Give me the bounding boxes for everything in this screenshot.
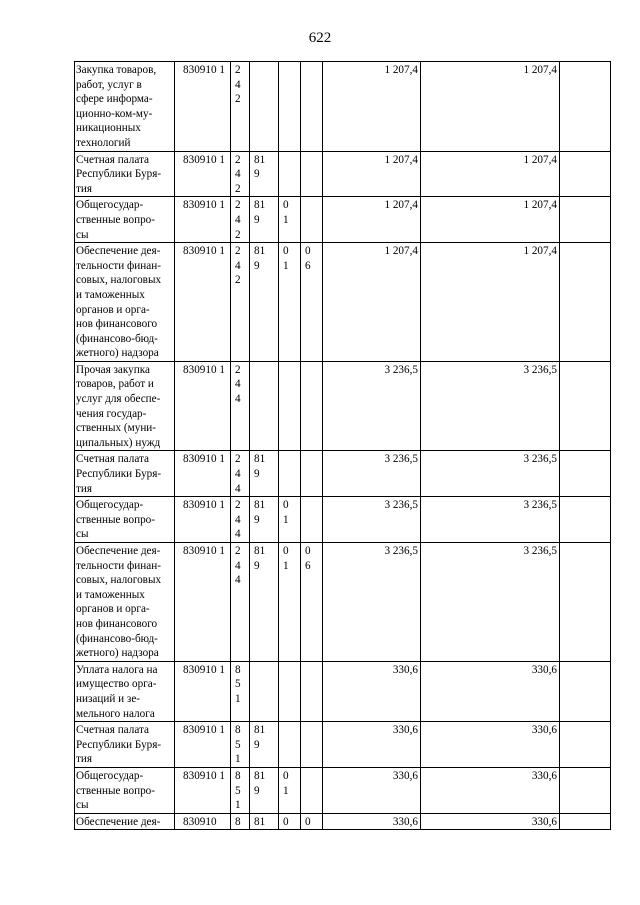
target-code-cell: 830910 1 [175, 722, 231, 768]
amount-cell: 1 207,4 [323, 62, 421, 152]
section-cell-digit [283, 63, 298, 78]
budget-table [74, 61, 611, 830]
section-cell [279, 361, 301, 451]
expense-type-cell-digit: 2 [235, 228, 241, 241]
item-name-cell: Общегосудар- ственные вопро- сы [75, 497, 175, 543]
ministry-cell [250, 197, 279, 243]
ministry-cell [250, 451, 279, 497]
subsection-cell-digit: 6 [305, 559, 311, 572]
ministry-cell-digit: 9 [254, 738, 260, 751]
target-code-cell: 830910 1 [175, 243, 231, 362]
amount-total-cell: 1 207,4 [421, 62, 560, 152]
table-row [75, 722, 611, 768]
table-row [75, 661, 611, 721]
ministry-cell [250, 767, 279, 813]
item-name-cell: Счетная палата Республики Буря- тия [75, 451, 175, 497]
expense-type-cell-digit: 1 [235, 799, 241, 812]
amount-cell: 330,6 [323, 661, 421, 721]
target-code-cell: 830910 1 [175, 661, 231, 721]
expense-type-cell [231, 361, 250, 451]
table-row [75, 361, 611, 451]
table-row [75, 767, 611, 813]
table-row [75, 451, 611, 497]
section-cell [279, 151, 301, 197]
expense-type-cell-digit: 2 [235, 545, 241, 557]
subsection-cell [301, 243, 323, 362]
expense-type-cell-digit: 2 [235, 182, 241, 195]
ministry-cell-digit: 81 [254, 453, 266, 466]
target-code-cell: 830910 1 [175, 197, 231, 243]
expense-type-cell [231, 151, 250, 197]
target-code-cell: 830910 [175, 813, 231, 830]
subsection-cell-digit: 0 [305, 815, 311, 828]
subsection-cell [301, 197, 323, 243]
ministry-cell-digit: 81 [254, 769, 266, 782]
section-cell [279, 722, 301, 768]
item-name-cell: Общегосудар- ственные вопро- сы [75, 767, 175, 813]
subsection-cell-digit [305, 738, 320, 753]
target-code-cell: 830910 1 [175, 543, 231, 662]
extra-cell [560, 451, 611, 497]
ministry-cell-digit: 9 [254, 213, 260, 226]
ministry-cell-digit [254, 677, 276, 692]
subsection-cell [301, 497, 323, 543]
section-cell-digit [283, 677, 298, 692]
subsection-cell-digit [305, 769, 320, 784]
section-cell-digit [283, 167, 298, 182]
subsection-cell [301, 151, 323, 197]
expense-type-cell-digit: 2 [235, 499, 241, 512]
expense-type-cell-digit: 2 [235, 93, 241, 106]
expense-type-cell-digit: 4 [235, 78, 241, 91]
page-number: 622 [308, 30, 332, 46]
ministry-cell-digit: 9 [254, 784, 260, 797]
section-cell-digit: 0 [283, 815, 289, 828]
expense-type-cell-digit: 4 [235, 468, 241, 481]
ministry-cell [250, 151, 279, 197]
extra-cell [560, 497, 611, 543]
subsection-cell-digit [305, 467, 320, 482]
expense-type-cell-digit: 1 [235, 692, 241, 705]
amount-cell: 330,6 [323, 813, 421, 830]
expense-type-cell-digit: 2 [235, 274, 241, 287]
ministry-cell [250, 62, 279, 152]
ministry-cell-digit: 9 [254, 468, 260, 481]
ministry-cell-digit: 81 [254, 815, 266, 828]
amount-cell: 1 207,4 [323, 243, 421, 362]
ministry-cell-digit [254, 663, 276, 678]
amount-cell: 1 207,4 [323, 151, 421, 197]
expense-type-cell-digit: 4 [235, 513, 241, 526]
subsection-cell [301, 543, 323, 662]
section-cell [279, 243, 301, 362]
expense-type-cell-digit: 4 [235, 528, 241, 541]
section-cell [279, 661, 301, 721]
section-cell [279, 197, 301, 243]
subsection-cell-digit [305, 198, 320, 213]
subsection-cell [301, 767, 323, 813]
section-cell-digit [283, 738, 298, 753]
amount-cell: 330,6 [323, 767, 421, 813]
expense-type-cell [231, 722, 250, 768]
expense-type-cell [231, 767, 250, 813]
expense-type-cell-digit: 5 [235, 738, 241, 751]
ministry-cell-digit [254, 63, 276, 78]
subsection-cell-digit: 6 [305, 259, 311, 272]
ministry-cell-digit: 81 [254, 153, 266, 166]
subsection-cell-digit [305, 784, 320, 799]
expense-type-cell-digit: 4 [235, 213, 241, 226]
ministry-cell [250, 543, 279, 662]
table-row [75, 543, 611, 662]
section-cell-digit: 0 [283, 769, 289, 782]
section-cell-digit: 1 [283, 513, 289, 526]
item-name-cell: Счетная палата Республики Буря- тия [75, 722, 175, 768]
expense-type-cell [231, 497, 250, 543]
expense-type-cell-digit: 2 [235, 153, 241, 166]
expense-type-cell-digit: 4 [235, 482, 241, 495]
table-row [75, 62, 611, 152]
ministry-cell-digit: 9 [254, 559, 260, 572]
section-cell [279, 451, 301, 497]
target-code-cell: 830910 1 [175, 151, 231, 197]
subsection-cell [301, 661, 323, 721]
ministry-cell-digit: 9 [254, 259, 260, 272]
amount-total-cell: 3 236,5 [421, 497, 560, 543]
expense-type-cell-digit: 4 [235, 393, 241, 406]
expense-type-cell-digit: 4 [235, 378, 241, 391]
subsection-cell-digit [305, 153, 320, 168]
section-cell-digit: 1 [283, 259, 289, 272]
ministry-cell-digit: 81 [254, 545, 266, 557]
section-cell [279, 62, 301, 152]
item-name-cell: Обеспечение дея- тельности финан- совых, налоговых и таможенных органов и орга- нов финансового (финансово-бюд- жетного) надзора [75, 543, 175, 662]
expense-type-cell [231, 451, 250, 497]
table-row [75, 197, 611, 243]
ministry-cell-digit: 9 [254, 168, 260, 181]
table-row [75, 151, 611, 197]
section-cell-digit [283, 377, 298, 392]
item-name-cell: Счетная палата Республики Буря- тия [75, 151, 175, 197]
extra-cell [560, 151, 611, 197]
expense-type-cell-digit: 8 [235, 769, 241, 782]
subsection-cell-digit [305, 167, 320, 182]
table-row [75, 243, 611, 362]
amount-total-cell: 330,6 [421, 813, 560, 830]
item-name-cell: Общегосудар- ственные вопро- сы [75, 197, 175, 243]
extra-cell [560, 722, 611, 768]
expense-type-cell-digit: 2 [235, 64, 241, 76]
expense-type-cell-digit: 4 [235, 168, 241, 181]
section-cell [279, 767, 301, 813]
amount-cell: 1 207,4 [323, 197, 421, 243]
subsection-cell [301, 451, 323, 497]
section-cell-digit: 1 [283, 213, 289, 226]
ministry-cell [250, 661, 279, 721]
section-cell-digit [283, 153, 298, 168]
table-row [75, 813, 611, 830]
section-cell-digit: 0 [283, 499, 289, 512]
ministry-cell-digit: 9 [254, 513, 260, 526]
expense-type-cell-digit: 8 [235, 815, 241, 828]
amount-total-cell: 3 236,5 [421, 543, 560, 662]
subsection-cell-digit [305, 213, 320, 228]
subsection-cell-digit [305, 663, 320, 678]
section-cell-digit: 0 [283, 245, 289, 258]
expense-type-cell-digit: 2 [235, 199, 241, 212]
subsection-cell [301, 722, 323, 768]
subsection-cell-digit [305, 723, 320, 738]
subsection-cell-digit [305, 78, 320, 93]
amount-total-cell: 330,6 [421, 722, 560, 768]
expense-type-cell-digit: 4 [235, 259, 241, 272]
extra-cell [560, 661, 611, 721]
expense-type-cell [231, 197, 250, 243]
target-code-cell: 830910 1 [175, 451, 231, 497]
extra-cell [560, 767, 611, 813]
amount-total-cell: 1 207,4 [421, 151, 560, 197]
expense-type-cell-digit: 1 [235, 753, 241, 766]
ministry-cell [250, 361, 279, 451]
section-cell-digit [283, 723, 298, 738]
expense-type-cell [231, 543, 250, 662]
extra-cell [560, 243, 611, 362]
subsection-cell-digit [305, 452, 320, 467]
amount-cell: 3 236,5 [323, 497, 421, 543]
amount-total-cell: 330,6 [421, 767, 560, 813]
subsection-cell [301, 361, 323, 451]
ministry-cell-digit: 81 [254, 724, 266, 737]
amount-cell: 3 236,5 [323, 451, 421, 497]
amount-total-cell: 3 236,5 [421, 361, 560, 451]
expense-type-cell-digit: 4 [235, 574, 241, 587]
amount-cell: 3 236,5 [323, 543, 421, 662]
subsection-cell-digit [305, 377, 320, 392]
section-cell-digit [283, 452, 298, 467]
expense-type-cell-digit: 2 [235, 453, 241, 466]
expense-type-cell [231, 813, 250, 830]
expense-type-cell [231, 243, 250, 362]
section-cell-digit [283, 663, 298, 678]
extra-cell [560, 62, 611, 152]
expense-type-cell-digit: 5 [235, 678, 241, 691]
item-name-cell: Уплата налога на имущество орга- низаций и зе- мельного налога [75, 661, 175, 721]
subsection-cell-digit [305, 363, 320, 378]
ministry-cell-digit: 81 [254, 499, 266, 512]
section-cell-digit: 0 [283, 545, 289, 557]
amount-total-cell: 330,6 [421, 661, 560, 721]
amount-total-cell: 1 207,4 [421, 197, 560, 243]
amount-cell: 330,6 [323, 722, 421, 768]
ministry-cell-digit [254, 78, 276, 93]
ministry-cell-digit [254, 363, 276, 378]
target-code-cell: 830910 1 [175, 62, 231, 152]
section-cell [279, 497, 301, 543]
item-name-cell: Обеспечение дея- [75, 813, 175, 830]
extra-cell [560, 361, 611, 451]
expense-type-cell-digit: 5 [235, 784, 241, 797]
ministry-cell [250, 243, 279, 362]
target-code-cell: 830910 1 [175, 361, 231, 451]
section-cell-digit [283, 467, 298, 482]
subsection-cell-digit [305, 498, 320, 513]
ministry-cell-digit [254, 377, 276, 392]
expense-type-cell-digit: 2 [235, 363, 241, 376]
section-cell-digit: 0 [283, 199, 289, 212]
section-cell-digit [283, 78, 298, 93]
amount-total-cell: 3 236,5 [421, 451, 560, 497]
ministry-cell [250, 722, 279, 768]
item-name-cell: Закупка товаров, работ, услуг в сфере информа- ционно-ком-му- никационных технологий [75, 62, 175, 152]
expense-type-cell-digit: 4 [235, 559, 241, 572]
expense-type-cell [231, 62, 250, 152]
ministry-cell [250, 497, 279, 543]
subsection-cell-digit: 0 [305, 545, 311, 557]
expense-type-cell [231, 661, 250, 721]
section-cell [279, 543, 301, 662]
section-cell-digit: 1 [283, 784, 289, 797]
expense-type-cell-digit: 2 [235, 245, 241, 258]
table-row [75, 497, 611, 543]
extra-cell [560, 543, 611, 662]
expense-type-cell-digit: 8 [235, 724, 241, 737]
amount-cell: 3 236,5 [323, 361, 421, 451]
target-code-cell: 830910 1 [175, 497, 231, 543]
amount-total-cell: 1 207,4 [421, 243, 560, 362]
section-cell-digit [283, 363, 298, 378]
subsection-cell-digit [305, 63, 320, 78]
extra-cell [560, 197, 611, 243]
extra-cell [560, 813, 611, 830]
section-cell-digit: 1 [283, 559, 289, 572]
expense-type-cell-digit: 8 [235, 663, 241, 676]
target-code-cell: 830910 1 [175, 767, 231, 813]
subsection-cell-digit: 0 [305, 245, 311, 258]
subsection-cell-digit [305, 513, 320, 528]
subsection-cell [301, 62, 323, 152]
ministry-cell [250, 813, 279, 830]
subsection-cell-digit [305, 677, 320, 692]
subsection-cell [301, 813, 323, 830]
ministry-cell-digit: 81 [254, 199, 266, 212]
item-name-cell: Прочая закупка товаров, работ и услуг для обеспе- чения государ- ственных (муни- ципальных) нужд [75, 361, 175, 451]
ministry-cell-digit: 81 [254, 245, 266, 258]
item-name-cell: Обеспечение дея- тельности финан- совых, налоговых и таможенных органов и орга- нов финансового (финансово-бюд- жетного) надзора [75, 243, 175, 362]
section-cell [279, 813, 301, 830]
